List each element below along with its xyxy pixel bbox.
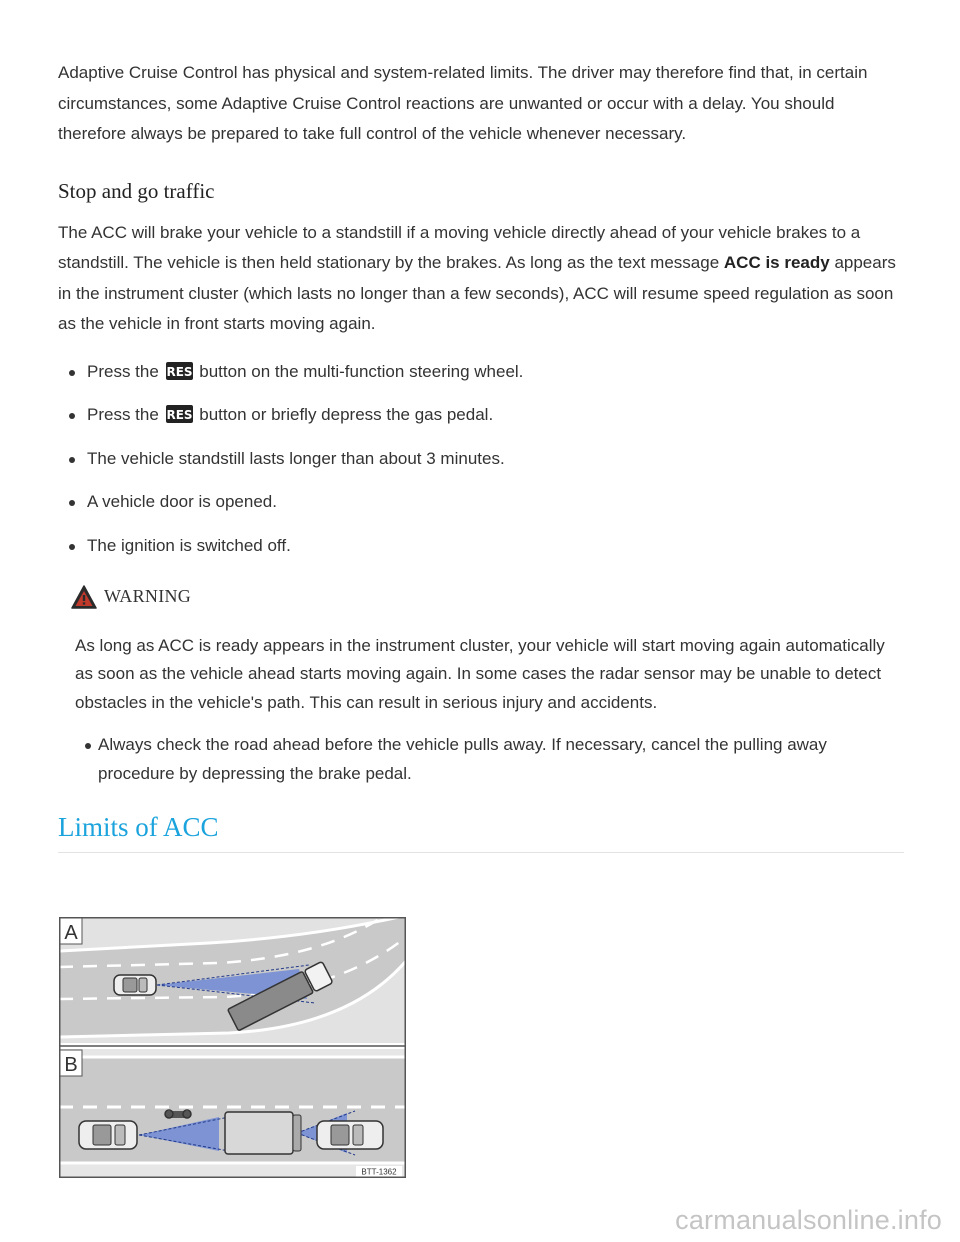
figure-code: BTT-1362 — [361, 1167, 397, 1177]
limits-heading: Limits of ACC — [58, 810, 904, 853]
svg-text:RES: RES — [166, 408, 193, 422]
stop-go-text-b: appears in the instrument cluster (which lasts no longer than a few seconds), ACC will resume speed regulation as soon as the vehicle in front starts moving again. — [58, 253, 896, 333]
warning-header — [71, 582, 904, 612]
resume-conditions-list — [58, 360, 904, 558]
van-b — [225, 1112, 301, 1154]
list-item-text: button or briefly depress the gas pedal. — [194, 405, 494, 424]
panel-b-scene — [59, 1047, 406, 1178]
svg-text:RES: RES — [166, 364, 193, 379]
stop-go-paragraph — [58, 218, 904, 340]
stop-go-text-a: The ACC will brake your vehicle to a standstill if a moving vehicle directly ahead of your vehicle brakes to a standstill. The vehicle is then held stationary by the brakes. As long as the text message — [58, 222, 861, 272]
list-item-text: Press the — [87, 405, 164, 424]
res-button-icon — [166, 362, 193, 380]
list-item — [58, 360, 904, 384]
warning-title: WARNING — [104, 586, 192, 606]
own-car-b — [79, 1121, 137, 1149]
own-car-a — [114, 975, 156, 995]
stop-go-heading: Stop and go traffic — [58, 178, 215, 203]
car-ahead-b — [317, 1121, 383, 1149]
res-button-icon — [166, 405, 193, 423]
list-item-text: Press the — [87, 361, 164, 381]
intro-paragraph: Adaptive Cruise Control has physical and system-related limits. The driver may therefore find that, in certain circumstances, some Adaptive Cruise Control reactions are unwanted or occur with a delay. You should therefore always be prepared to take full control of the vehicle whenever necessary. — [58, 63, 868, 143]
watermark: carmanualsonline.info — [675, 1205, 942, 1235]
manual-page — [58, 58, 904, 853]
panel-a-scene — [59, 917, 406, 1047]
list-item-text: button on the multi-function steering wheel. — [194, 361, 524, 381]
warning-list — [75, 731, 904, 788]
list-item: Always check the road ahead before the vehicle pulls away. If necessary, cancel the pulling away procedure by depressing the brake pedal. — [75, 731, 878, 788]
panel-a-label: A — [64, 922, 78, 944]
list-item: The vehicle standstill lasts longer than about 3 minutes. — [58, 447, 904, 471]
acc-is-ready-text: ACC is ready — [723, 253, 830, 272]
list-item: The ignition is switched off. — [58, 534, 904, 558]
warning-body: As long as ACC is ready appears in the instrument cluster, your vehicle will start moving again automatically as soon as the vehicle ahead starts moving again. In some cases the radar sensor may be unable to detect obstacles in the vehicle's path. This can result in serious injury and accidents. — [75, 635, 885, 712]
panel-b-label: B — [64, 1054, 78, 1076]
acc-limits-figure — [59, 917, 406, 1178]
list-item — [58, 403, 904, 427]
warning-triangle-icon — [71, 585, 97, 609]
list-item: A vehicle door is opened. — [58, 490, 904, 514]
motorcycle-b — [165, 1110, 191, 1118]
